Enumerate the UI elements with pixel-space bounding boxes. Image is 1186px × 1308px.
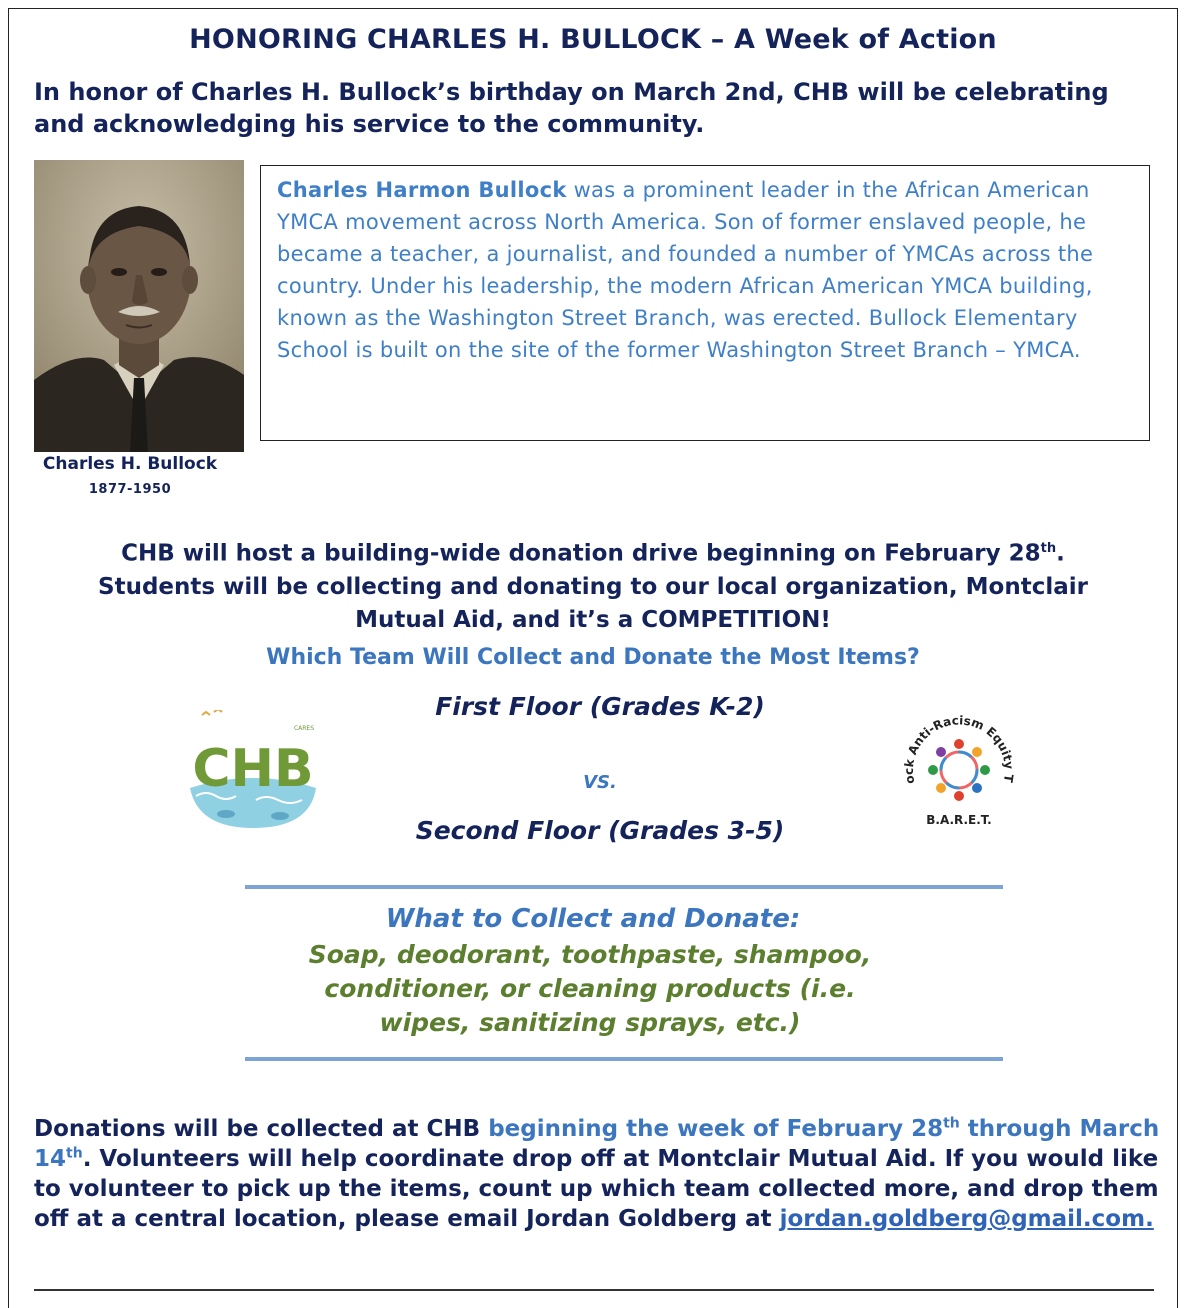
donation-drive-announcement bbox=[0, 532, 1186, 637]
photo-caption-name: Charles H. Bullock bbox=[42, 454, 218, 474]
collect-items-list: Soap, deodorant, toothpaste, shampoo, conditioner, or cleaning products (i.e. wipes, sanitizing sprays, etc.) bbox=[308, 940, 872, 1037]
baret-logo-graphic bbox=[892, 700, 1026, 834]
details-sup-2: th bbox=[66, 1145, 83, 1162]
bio-text: was a prominent leader in the African American YMCA movement across North America. Son of former enslaved people, he became a teacher, a journalist, and founded a number of YMCAs across the country. Under his leadership, the modern African American YMCA building, known as the Washington Street Branch, was erected. Bullock Elementary School is built on the site of the former Washington Street Branch – YMCA. bbox=[277, 178, 1094, 362]
details-text-2: . Volunteers will help coordinate drop off at Montclair Mutual Aid. If you would like to volunteer to pick up the items, count up which team collected more, and drop them off at a central location, please email Jordan Goldberg at bbox=[34, 1146, 1159, 1232]
chb-logo-graphic bbox=[186, 710, 320, 830]
baret-acronym: B.A.R.E.T. bbox=[926, 813, 992, 827]
details-text-1: Donations will be collected at CHB bbox=[34, 1116, 489, 1142]
svg-text:Bullock Anti-Racism Equity Tea bbox=[892, 700, 1016, 785]
drive-line-1-text: CHB will host a building-wide donation drive beginning on February 28 bbox=[121, 540, 1041, 567]
drive-line-1-sup: th bbox=[1040, 541, 1057, 556]
portrait-illustration bbox=[34, 160, 244, 452]
divider-bottom bbox=[245, 1057, 1003, 1061]
drive-line-1 bbox=[0, 532, 1186, 571]
chb-logo-text: CHB bbox=[192, 739, 314, 799]
collect-heading: What to Collect and Donate: bbox=[385, 904, 801, 934]
intro-text: In honor of Charles H. Bullock’s birthday on March 2nd, CHB will be celebrating and acknowledging his service to the community. bbox=[34, 78, 1109, 138]
portrait-photo bbox=[34, 160, 244, 452]
baret-logo bbox=[892, 700, 1026, 834]
volunteer-email-link[interactable]: jordan.goldberg@gmail.com. bbox=[779, 1206, 1154, 1232]
drive-line-1-end: . bbox=[1056, 540, 1065, 567]
details-dates-1: beginning the week of February 28 bbox=[488, 1116, 944, 1142]
bio-name: Charles Harmon Bullock bbox=[277, 178, 567, 202]
drive-line-3: Mutual Aid, and it’s a COMPETITION! bbox=[355, 606, 831, 633]
chb-logo-small-text: CARES bbox=[293, 725, 315, 732]
collection-details bbox=[34, 1114, 1164, 1234]
versus-label: VS. bbox=[583, 772, 617, 793]
team-second-floor: Second Floor (Grades 3-5) bbox=[415, 816, 785, 845]
competition-question: Which Team Will Collect and Donate the Most Items? bbox=[266, 645, 920, 670]
drive-line-2: Students will be collecting and donating to our local organization, Montclair bbox=[98, 573, 1088, 600]
biography-box bbox=[260, 165, 1150, 441]
team-first-floor: First Floor (Grades K-2) bbox=[435, 692, 765, 721]
page-title: HONORING CHARLES H. BULLOCK – A Week of Action bbox=[189, 24, 997, 55]
details-sup-1: th bbox=[943, 1115, 960, 1132]
divider-top bbox=[245, 885, 1003, 889]
bottom-rule bbox=[34, 1289, 1154, 1291]
details-dates-2: through March 14 bbox=[34, 1116, 1160, 1172]
photo-caption-years: 1877-1950 bbox=[88, 482, 172, 497]
chb-cares-logo bbox=[186, 710, 320, 830]
baret-arc-text: ock Anti-Racism Equity T bbox=[901, 713, 1017, 785]
